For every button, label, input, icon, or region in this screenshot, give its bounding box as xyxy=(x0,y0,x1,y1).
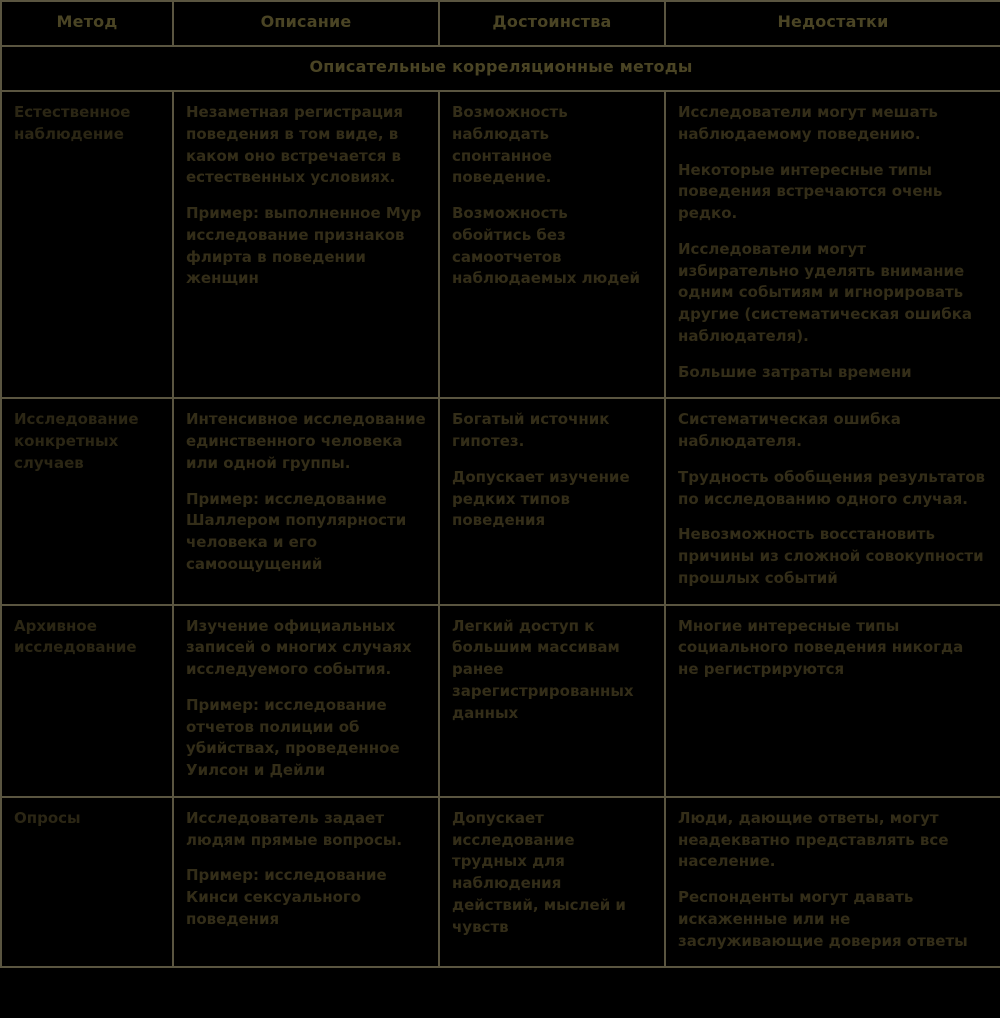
paragraph: Исследователь задает людям прямые вопросы. xyxy=(186,808,403,849)
cell-advantages xyxy=(439,398,665,604)
paragraph: Возможность наблюдать спонтанное поведение. xyxy=(452,103,568,187)
paragraph: Возможность обойтись без самоотчетов наблюдаемых людей xyxy=(452,204,641,288)
table-header xyxy=(1,1,1000,46)
column-header-disadvantages: Недостатки xyxy=(665,1,1000,46)
paragraph: Легкий доступ к большим массивам ранее зарегистрированных данных xyxy=(452,616,634,722)
table-row xyxy=(1,797,1000,968)
table-row xyxy=(1,605,1000,797)
paragraph: Изучение официальных записей о многих случаях исследуемого события. xyxy=(186,616,412,678)
table-body xyxy=(1,46,1000,967)
paragraph-example: Пример: исследование Кинси сексуального поведения xyxy=(186,866,387,928)
cell-disadvantages xyxy=(665,398,1000,604)
header-row xyxy=(1,1,1000,46)
cell-advantages xyxy=(439,797,665,968)
section-title-row xyxy=(1,46,1000,91)
paragraph: Многие интересные типы социального поведения никогда не регистрируются xyxy=(678,616,964,678)
paragraph-example: Пример: исследование отчетов полиции об убийствах, проведенное Уилсон и Дейли xyxy=(186,695,400,779)
paragraph: Допускает изучение редких типов поведения xyxy=(452,467,630,530)
paragraph: Незаметная регистрация поведения в том виде, в каком оно встречается в естественных условиях. xyxy=(186,103,403,187)
cell-disadvantages xyxy=(665,91,1000,398)
paragraph: Некоторые интересные типы поведения встречаются очень редко. xyxy=(678,160,943,222)
table-row xyxy=(1,91,1000,398)
paragraph: Систематическая ошибка наблюдателя. xyxy=(678,410,901,450)
cell-method: Опросы xyxy=(1,797,173,968)
column-header-description: Описание xyxy=(173,1,439,46)
paragraph: Респонденты могут давать искаженные или не заслуживающие доверия ответы xyxy=(678,888,968,950)
paragraph: Интенсивное исследование единственного человека или одной группы. xyxy=(186,410,426,472)
cell-method: Архивное исследование xyxy=(1,605,173,797)
cell-description xyxy=(173,91,439,398)
paragraph: Невозможность восстановить причины из сложной совокупности прошлых событий xyxy=(678,525,984,587)
column-header-method: Метод xyxy=(1,1,173,46)
cell-disadvantages xyxy=(665,605,1000,797)
paragraph: Исследователи могут избирательно уделять внимание одним событиям и игнорировать другие (систематическая ошибка наблюдателя). xyxy=(678,239,973,345)
paragraph: Трудность обобщения результатов по исследованию одного случая. xyxy=(678,467,986,508)
cell-description xyxy=(173,797,439,968)
cell-advantages xyxy=(439,605,665,797)
section-title: Описательные корреляционные методы xyxy=(1,46,1000,91)
cell-description xyxy=(173,605,439,797)
paragraph: Богатый источник гипотез. xyxy=(452,410,610,450)
cell-method: Естественное наблюдение xyxy=(1,91,173,398)
paragraph: Исследователи могут мешать наблюдаемому поведению. xyxy=(678,103,938,143)
paragraph-example: Пример: выполненное Мур исследование признаков флирта в поведении женщин xyxy=(186,204,422,288)
cell-method: Исследование конкретных случаев xyxy=(1,398,173,604)
cell-description xyxy=(173,398,439,604)
paragraph: Люди, дающие ответы, могут неадекватно представлять все население. xyxy=(678,808,949,871)
paragraph: Допускает исследование трудных для наблюдения действий, мыслей и чувств xyxy=(452,808,626,936)
cell-disadvantages xyxy=(665,797,1000,968)
paragraph: Большие затраты времени xyxy=(678,362,912,381)
paragraph-example: Пример: исследование Шаллером популярности человека и его самоощущений xyxy=(186,489,407,573)
table-row xyxy=(1,398,1000,604)
cell-advantages xyxy=(439,91,665,398)
column-header-advantages: Достоинства xyxy=(439,1,665,46)
